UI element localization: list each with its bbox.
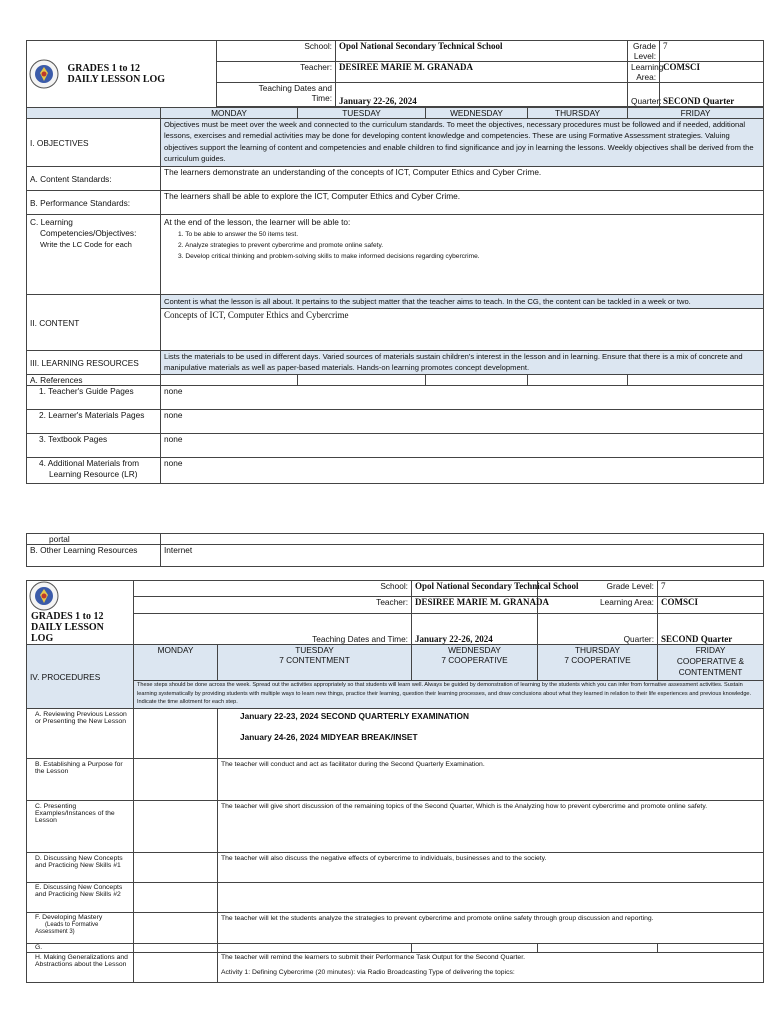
days-row-blank	[27, 108, 161, 119]
day-monday: MONDAY	[161, 108, 298, 119]
quarter-label: Quarter:	[628, 83, 660, 107]
references-label: A. References	[27, 375, 161, 386]
teacher-label: Teacher:	[217, 62, 336, 83]
objectives-text: Objectives must be meet over the week and connected to the curriculum standards. To meet the objectives, necessary procedures must be followed and if needed, additional lessons, exercises and remedial activities may be done for developing content knowledge and competencies. These are using Formative Assessment strategies. Valuing objectives support the learning of content and competencies and enable children to find significance and joy in learning the lessons. Weekly objectives shall be derived from the curriculum guides.	[161, 119, 764, 167]
day-friday: FRIDAY	[628, 108, 764, 119]
competency-item: 1. To be able to answer the 50 items test.	[178, 231, 299, 238]
grade-level-label: Grade Level:	[628, 41, 660, 62]
content-cell	[161, 295, 764, 351]
portal-label: portal	[27, 534, 161, 545]
content-note: Content is what the lesson is all about. It pertains to the subject matter that the teacher aims to teach. In the CG, the content can be tackled in a week or two.	[161, 295, 763, 309]
proc-day-wednesday: WEDNESDAY 7 COOPERATIVE	[412, 645, 538, 681]
competencies-label: C. Learning Competencies/Objectives: Write the LC Code for each	[27, 215, 161, 295]
school-label: School:	[217, 41, 336, 62]
deped-seal-icon	[29, 59, 59, 89]
proc-a-label: A. Reviewing Previous Lesson or Presenting the New Lesson	[27, 709, 134, 759]
teacher-name: DESIREE MARIE M. GRANADA	[336, 62, 628, 83]
learning-resources-text: Lists the materials to be used in different days. Varied sources of materials sustain children's interest in the lesson and in learning. Ensure that there is a mix of concrete and manipulative materials as well as paper-based materials. Hands-on learning promotes concept development.	[161, 351, 764, 375]
proc-h-text: The teacher will remind the learners to submit their Performance Task Output for the Second Quarter. Activity 1: Defining Cybercrime (20 minutes): via Radio Broadcasting Type of delivering the topics:	[218, 953, 764, 983]
learning-area-value-2: COMSCI	[658, 596, 764, 613]
quarter-value: SECOND Quarter	[660, 83, 764, 107]
teacher-name-2: DESIREE MARIE M. GRANADA	[412, 596, 538, 613]
competencies-text: At the end of the lesson, the learner will be able to: 1. To be able to answer the 50 items test. 2. Analyze strategies to prevent cybercrime and promote online safety. 3. Develop critical thinking and problem-solving skills to make informed decisions regarding cybercrime.	[161, 215, 764, 295]
additional-materials-label: 4. Additional Materials from Learning Resource (LR)	[27, 458, 161, 484]
deped-seal-icon	[29, 581, 59, 611]
proc-f-label: F. Developing Mastery (Leads to Formative Assessment 3)	[27, 913, 134, 944]
dll-table-continued	[26, 533, 764, 567]
grade-level-value: 7	[660, 41, 764, 62]
objectives-label: I. OBJECTIVES	[27, 119, 161, 167]
learning-resources-label: III. LEARNING RESOURCES	[27, 351, 161, 375]
header-logo-cell	[27, 41, 217, 108]
other-resources-label: B. Other Learning Resources	[27, 545, 161, 567]
teaching-dates-value: January 22-26, 2024	[336, 83, 628, 107]
header2-title: GRADES 1 to 12 DAILY LESSON LOG	[31, 611, 104, 644]
proc-day-friday: FRIDAY COOPERATIVE & CONTENTMENT	[658, 645, 764, 681]
dll-table-2	[26, 580, 764, 983]
teachers-guide-value: none	[161, 386, 764, 410]
proc-b-label: B. Establishing a Purpose for the Lesson	[27, 759, 134, 801]
other-resources-value: Internet	[161, 545, 764, 567]
school-name-2: Opol National Secondary Technical School	[412, 581, 538, 597]
teaching-dates-value-2: January 22-26, 2024	[412, 613, 538, 644]
teacher-label-2: Teacher:	[134, 596, 412, 613]
proc-b-text: The teacher will conduct and act as facilitator during the Second Quarterly Examination.	[218, 759, 764, 801]
proc-d-label: D. Discussing New Concepts and Practicing New Skills #1	[27, 853, 134, 883]
content-topic: Concepts of ICT, Computer Ethics and Cybercrime	[164, 310, 349, 320]
performance-standards-label: B. Performance Standards:	[27, 191, 161, 215]
proc-c-label: C. Presenting Examples/Instances of the Lesson	[27, 801, 134, 853]
proc-f-text: The teacher will let the students analyze the strategies to prevent cybercrime and promote online safety through group discussion and reporting.	[218, 913, 764, 944]
proc-h-label: H. Making Generalizations and Abstractions about the Lesson	[27, 953, 134, 983]
proc-e-label: E. Discussing New Concepts and Practicing New Skills #2	[27, 883, 134, 913]
competencies-list	[164, 231, 760, 260]
competency-item: 3. Develop critical thinking and problem-solving skills to make informed decisions regarding cybercrime.	[178, 253, 480, 260]
quarter-label-2: Quarter:	[538, 613, 658, 644]
grade-level-value-2: 7	[658, 581, 764, 597]
school-label-2: School:	[134, 581, 412, 597]
proc-day-monday: MONDAY	[134, 645, 218, 681]
procedures-label: IV. PROCEDURES	[27, 645, 134, 709]
proc-day-tuesday: TUESDAY 7 CONTENTMENT	[218, 645, 412, 681]
additional-materials-value: none	[161, 458, 764, 484]
grade-level-label-2: Grade Level:	[538, 581, 658, 597]
learning-area-label: Learning Area:	[628, 62, 660, 83]
content-standards-label: A. Content Standards:	[27, 167, 161, 191]
learners-materials-label: 2. Learner's Materials Pages	[27, 410, 161, 434]
teaching-dates-label-2: Teaching Dates and Time:	[134, 613, 412, 644]
teachers-guide-label: 1. Teacher's Guide Pages	[27, 386, 161, 410]
day-tuesday: TUESDAY	[298, 108, 426, 119]
proc-day-thursday: THURSDAY 7 COOPERATIVE	[538, 645, 658, 681]
performance-standards-text: The learners shall be able to explore the ICT, Computer Ethics and Cyber Crime.	[161, 191, 764, 215]
learning-area-label-2: Learning Area:	[538, 596, 658, 613]
dll-table-1	[26, 40, 764, 484]
content-standards-text: The learners demonstrate an understanding of the concepts of ICT, Computer Ethics and Cyber Crime.	[161, 167, 764, 191]
header2-logo-cell	[27, 581, 134, 645]
content-label: II. CONTENT	[27, 295, 161, 351]
proc-a-text: January 22-23, 2024 SECOND QUARTERLY EXAMINATION January 24-26, 2024 MIDYEAR BREAK/INSET	[218, 709, 764, 759]
quarter-value-2: SECOND Quarter	[658, 613, 764, 644]
textbook-label: 3. Textbook Pages	[27, 434, 161, 458]
proc-g-label: G.	[27, 944, 134, 953]
day-wednesday: WEDNESDAY	[426, 108, 528, 119]
learners-materials-value: none	[161, 410, 764, 434]
school-name: Opol National Secondary Technical School	[336, 41, 628, 62]
teaching-dates-label: Teaching Dates and Time:	[217, 83, 336, 107]
competency-item: 2. Analyze strategies to prevent cybercrime and promote online safety.	[178, 242, 384, 249]
header-title: GRADES 1 to 12 DAILY LESSON LOG	[67, 63, 166, 85]
textbook-value: none	[161, 434, 764, 458]
learning-area-value: COMSCI	[660, 62, 764, 83]
proc-c-text: The teacher will give short discussion of the remaining topics of the Second Quarter, Which is the Analyzing how to prevent cybercrime and promote online safety.	[218, 801, 764, 853]
proc-d-text: The teacher will also discuss the negative effects of cybercrime to individuals, businesses and to the society.	[218, 853, 764, 883]
day-thursday: THURSDAY	[528, 108, 628, 119]
procedures-note: These steps should be done across the week. Spread out the activities appropriately so that students will learn well. Always be guided by demonstration of learning by the students which you can infer from formative assessment activities. Sustain learning systematically by providing students with multiple ways to learn new things, practice their learning, question their learning processes, and draw conclusions about what they learned in relation to their life experiences and previous knowledge. Indicate the time allotment for each step.	[134, 681, 764, 709]
